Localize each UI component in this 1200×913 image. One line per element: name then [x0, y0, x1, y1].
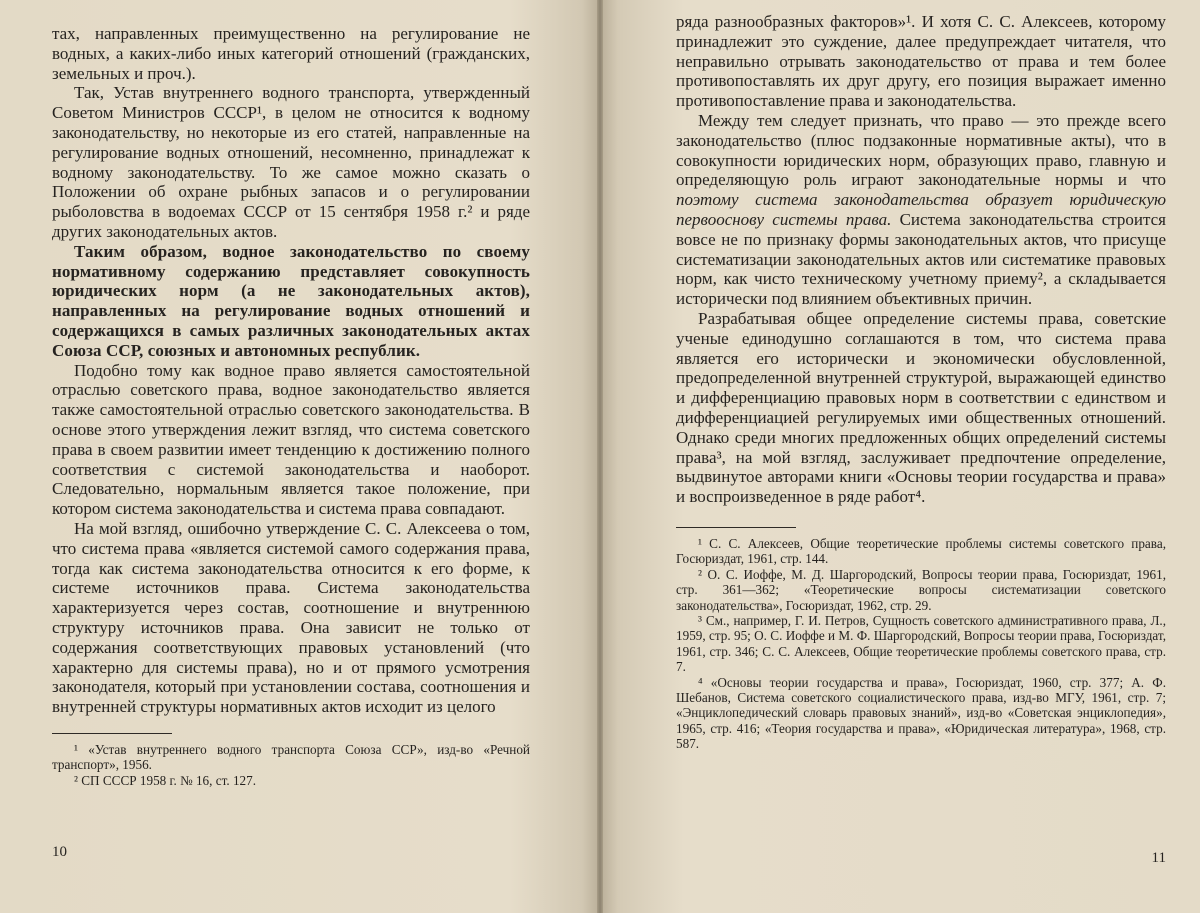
right-footnote-2: ² О. С. Иоффе, М. Д. Шаргородский, Вопросы теории права, Госюриздат, 1961, стр. 361—362; «Теоретические вопросы систематизации советского законодательства», Госюриздат, 1962, стр. 29. [676, 566, 1166, 613]
right-footnote-3: ³ См., например, Г. И. Петров, Сущность советского административного права, Л., 1959, стр. 95; О. С. Иоффе и М. Ф. Шаргородский, Вопросы теории права, Госюриздат, 1961, стр. 346; С. С. Алексеев, Общие теоретические проблемы советского права, стр. 7. [676, 612, 1166, 675]
left-paragraph-3-bold: Таким образом, водное законодательство по своему нормативному содержанию представляет совокупность юридических норм (а не законодательных актов), направленных на регулирование водных отношений и содержащихся в самых различных законодательных актах Союза ССР, союзных и автономных республик. [52, 241, 530, 360]
right-paragraph-1: ряда разнообразных факторов»¹. И хотя С. С. Алексеев, которому принадлежит это суждение, далее предупреждает читателя, что неправильно отрывать законодательство от права и тем более противопоставлять их друг другу, его позиция выражает именно противопоставление права и законодательства. [676, 12, 1166, 111]
left-paragraph-4: Подобно тому как водное право является самостоятельной отраслью советского права, водное законодательство является также самостоятельной отраслью советского законодательства. В основе этого утверждения лежит взгляд, что система советского права в своем развитии имеет тенденцию к достижению полного соответствия с системой законодательства и наоборот. Следовательно, нормальным является такое положение, при котором система законодательства и система права совпадают. [52, 360, 530, 519]
left-paragraph-2: Так, Устав внутреннего водного транспорта, утвержденный Советом Министров СССР¹, в целом не относится к водному законодательству, но некоторые из его статей, направленные на регулирование водных отношений, несомненно, принадлежат к водному законодательству. То же самое можно сказать о Положении об охране рыбных запасов и о регулировании рыболовства в водоемах СССР от 15 сентября 1958 г.² и ряде других законодательных актов. [52, 83, 530, 241]
footnote-rule [676, 527, 796, 528]
right-paragraph-2-text-a: Между тем следует признать, что право — это прежде всего законодательство (плюс подзаконные нормативные акты), что в совокупности юридических норм, образующих право, главную и определяющую роль играют законодательные нормы и что [676, 110, 1166, 190]
right-page [600, 0, 1200, 913]
right-footnote-1: ¹ С. С. Алексеев, Общие теоретические проблемы системы советского права, Госюриздат, 1961, стр. 144. [676, 535, 1166, 567]
right-paragraph-2-text-b: Система законодательства строится вовсе не по признаку формы законодательных актов, что присуще систематизации законодательных актов или систематике правовых норм, как чисто техническому учетному приему², а складывается исторически под влиянием объективных причин. [676, 209, 1166, 309]
left-paragraph-1: тах, направленных преимущественно на регулирование не водных, а каких-либо иных категорий отношений (гражданских, земельных и проч.). [52, 24, 530, 83]
left-footnote-2: ² СП СССР 1958 г. № 16, ст. 127. [74, 772, 257, 788]
book-gutter [597, 0, 603, 913]
right-footnote-4: ⁴ «Основы теории государства и права», Госюриздат, 1960, стр. 377; А. Ф. Шебанов, Система советского социалистического права, изд-во МГУ, 1961, стр. 7; «Энциклопедический словарь правовых знаний», изд-во «Советская энциклопедия», 1965, стр. 416; «Теория государства и права», «Юридическая литература», 1968, стр. 587. [676, 674, 1166, 752]
page-number-right: 11 [1151, 850, 1166, 866]
page-number-left: 10 [52, 844, 67, 860]
footnote-rule [52, 733, 172, 734]
right-paragraph-2-italic: поэтому система законодательства образует юридическую первооснову системы права. [676, 190, 1166, 229]
right-paragraph-3: Разрабатывая общее определение системы права, советские ученые единодушно соглашаются в том, что система права является его исторически и экономически обусловленной, предопределенной внутренней структурой, выражающей единство и дифференциацию правовых норм в соответствии с единством и дифференциацией регулируемых ими общественных отношений. Однако среди многих предложенных общих определений системы права³, на мой взгляд, заслуживает предпочтение определение, выдвинутое авторами книги «Основы теории государства и права» и воспроизведенное в ряде работ⁴. [676, 308, 1166, 507]
left-footnote-1: ¹ «Устав внутреннего водного транспорта Союза ССР», изд-во «Речной транспорт», 1956. [52, 741, 530, 773]
right-paragraph-2 [676, 111, 1166, 309]
left-paragraph-5: На мой взгляд, ошибочно утверждение С. С. Алексеева о том, что система права «является системой самого содержания права, тогда как система законодательства относится к его форме, к системе источников права. Система законодательства характеризуется через состав, соотношение и внутреннюю структуру источников права. Она зависит не только от содержания соответствующих правовых установлений (что характерно для системы права), но и от прямого усмотрения законодателя, который при установлении состава, соотношения и внутренней структуры нормативных актов исходит из целого [52, 518, 530, 717]
